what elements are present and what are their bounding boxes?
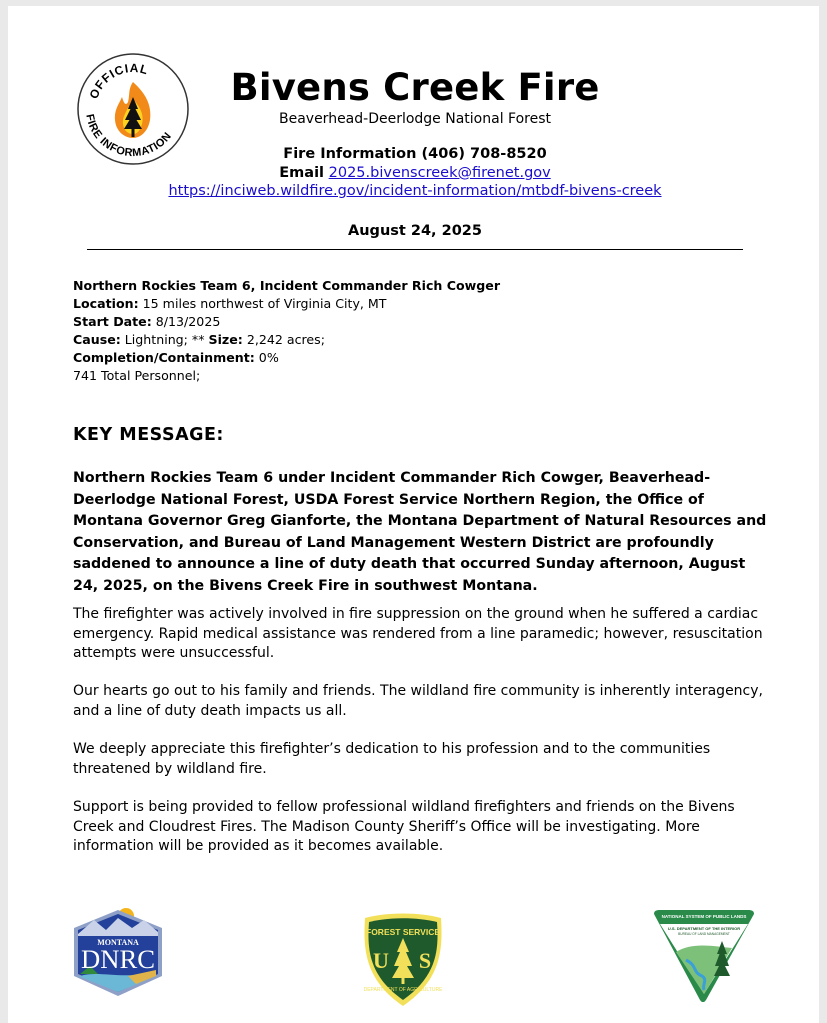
svg-text:NATIONAL SYSTEM OF PUBLIC LAND: NATIONAL SYSTEM OF PUBLIC LANDS [661,914,747,919]
svg-text:S: S [418,948,432,973]
size-label: Size: [208,332,243,347]
svg-text:OFFICIAL: OFFICIAL [86,60,151,101]
montana-dnrc-logo [70,906,166,998]
incident-info [73,277,500,385]
location-label: Location: [73,296,139,311]
forest-service-logo [357,910,449,1008]
inciweb-link[interactable]: https://inciweb.wildfire.gov/incident-information/mtbdf-bivens-creek [168,183,662,199]
size-value: 2,242 acres; [242,332,325,347]
paragraph: Our hearts go out to his family and friends. The wildland fire community is inherently interagency, and a line of duty death impacts us all. [73,683,763,719]
svg-text:FOREST SERVICE: FOREST SERVICE [366,927,440,937]
team-line: Northern Rockies Team 6, Incident Commander Rich Cowger [73,278,501,293]
svg-text:DEPARTMENT OF AGRICULTURE: DEPARTMENT OF AGRICULTURE [363,987,443,993]
cause-label: Cause: [73,332,121,347]
email-line [180,165,650,181]
key-message-lead: Northern Rockies Team 6 under Incident Commander Rich Cowger, Beaverhead-Deerlodge National Forest, USDA Forest Service Northern Region, the Office of Montana Governor Greg Gianforte, the Montana Department of Natural Resources and Conservation, and Bureau of Land Management Western District are profoundly saddened to announce a line of duty death that occurred Sunday afternoon, August 24, 2025, on the Bivens Creek Fire in southwest Montana. [73,470,767,594]
svg-text:FIRE INFORMATION: FIRE INFORMATION [83,113,175,160]
email-link[interactable]: 2025.bivenscreek@firenet.gov [328,165,551,181]
paragraph: We deeply appreciate this firefighter’s dedication to his profession and to the communities threatened by wildland fire. [73,741,711,777]
start-label: Start Date: [73,314,152,329]
blm-logo [652,910,756,1002]
cause-value: Lightning; ** [120,332,209,347]
page-subtitle: Beaverhead-Deerlodge National Forest [278,111,551,127]
email-label: Email [279,165,325,181]
paragraph: Support is being provided to fellow professional wildland firefighters and friends on the Bivens Creek and Cloudrest Fires. The Madison County Sheriff’s Office will be investigating. More information will be provided as it becomes available. [73,799,735,854]
url-line [140,183,690,199]
containment-label: Completion/Containment: [73,350,255,365]
divider [87,249,743,250]
start-value: 8/13/2025 [151,314,221,329]
location-value: 15 miles northwest of Virginia City, MT [138,296,387,311]
svg-text:BUREAU OF LAND MANAGEMENT: BUREAU OF LAND MANAGEMENT [678,932,730,936]
key-message-heading: KEY MESSAGE: [73,425,224,445]
phone-line: Fire Information (406) 708-8520 [283,146,547,162]
svg-text:DNRC: DNRC [81,945,155,974]
fire-information-logo [76,52,190,166]
svg-text:U: U [373,948,389,973]
page-title: Bivens Creek Fire [230,66,600,109]
paragraph: The firefighter was actively involved in fire suppression on the ground when he suffered a cardiac emergency. Rapid medical assistance was rendered from a line paramedic; however, resuscitation attempts were unsuccessful. [73,606,763,661]
containment-value: 0% [254,350,279,365]
svg-text:U.S. DEPARTMENT OF THE INTERIO: U.S. DEPARTMENT OF THE INTERIOR [667,926,741,931]
release-date: August 24, 2025 [348,223,482,239]
svg-text:MONTANA: MONTANA [97,938,139,947]
personnel: 741 Total Personnel; [73,368,201,383]
